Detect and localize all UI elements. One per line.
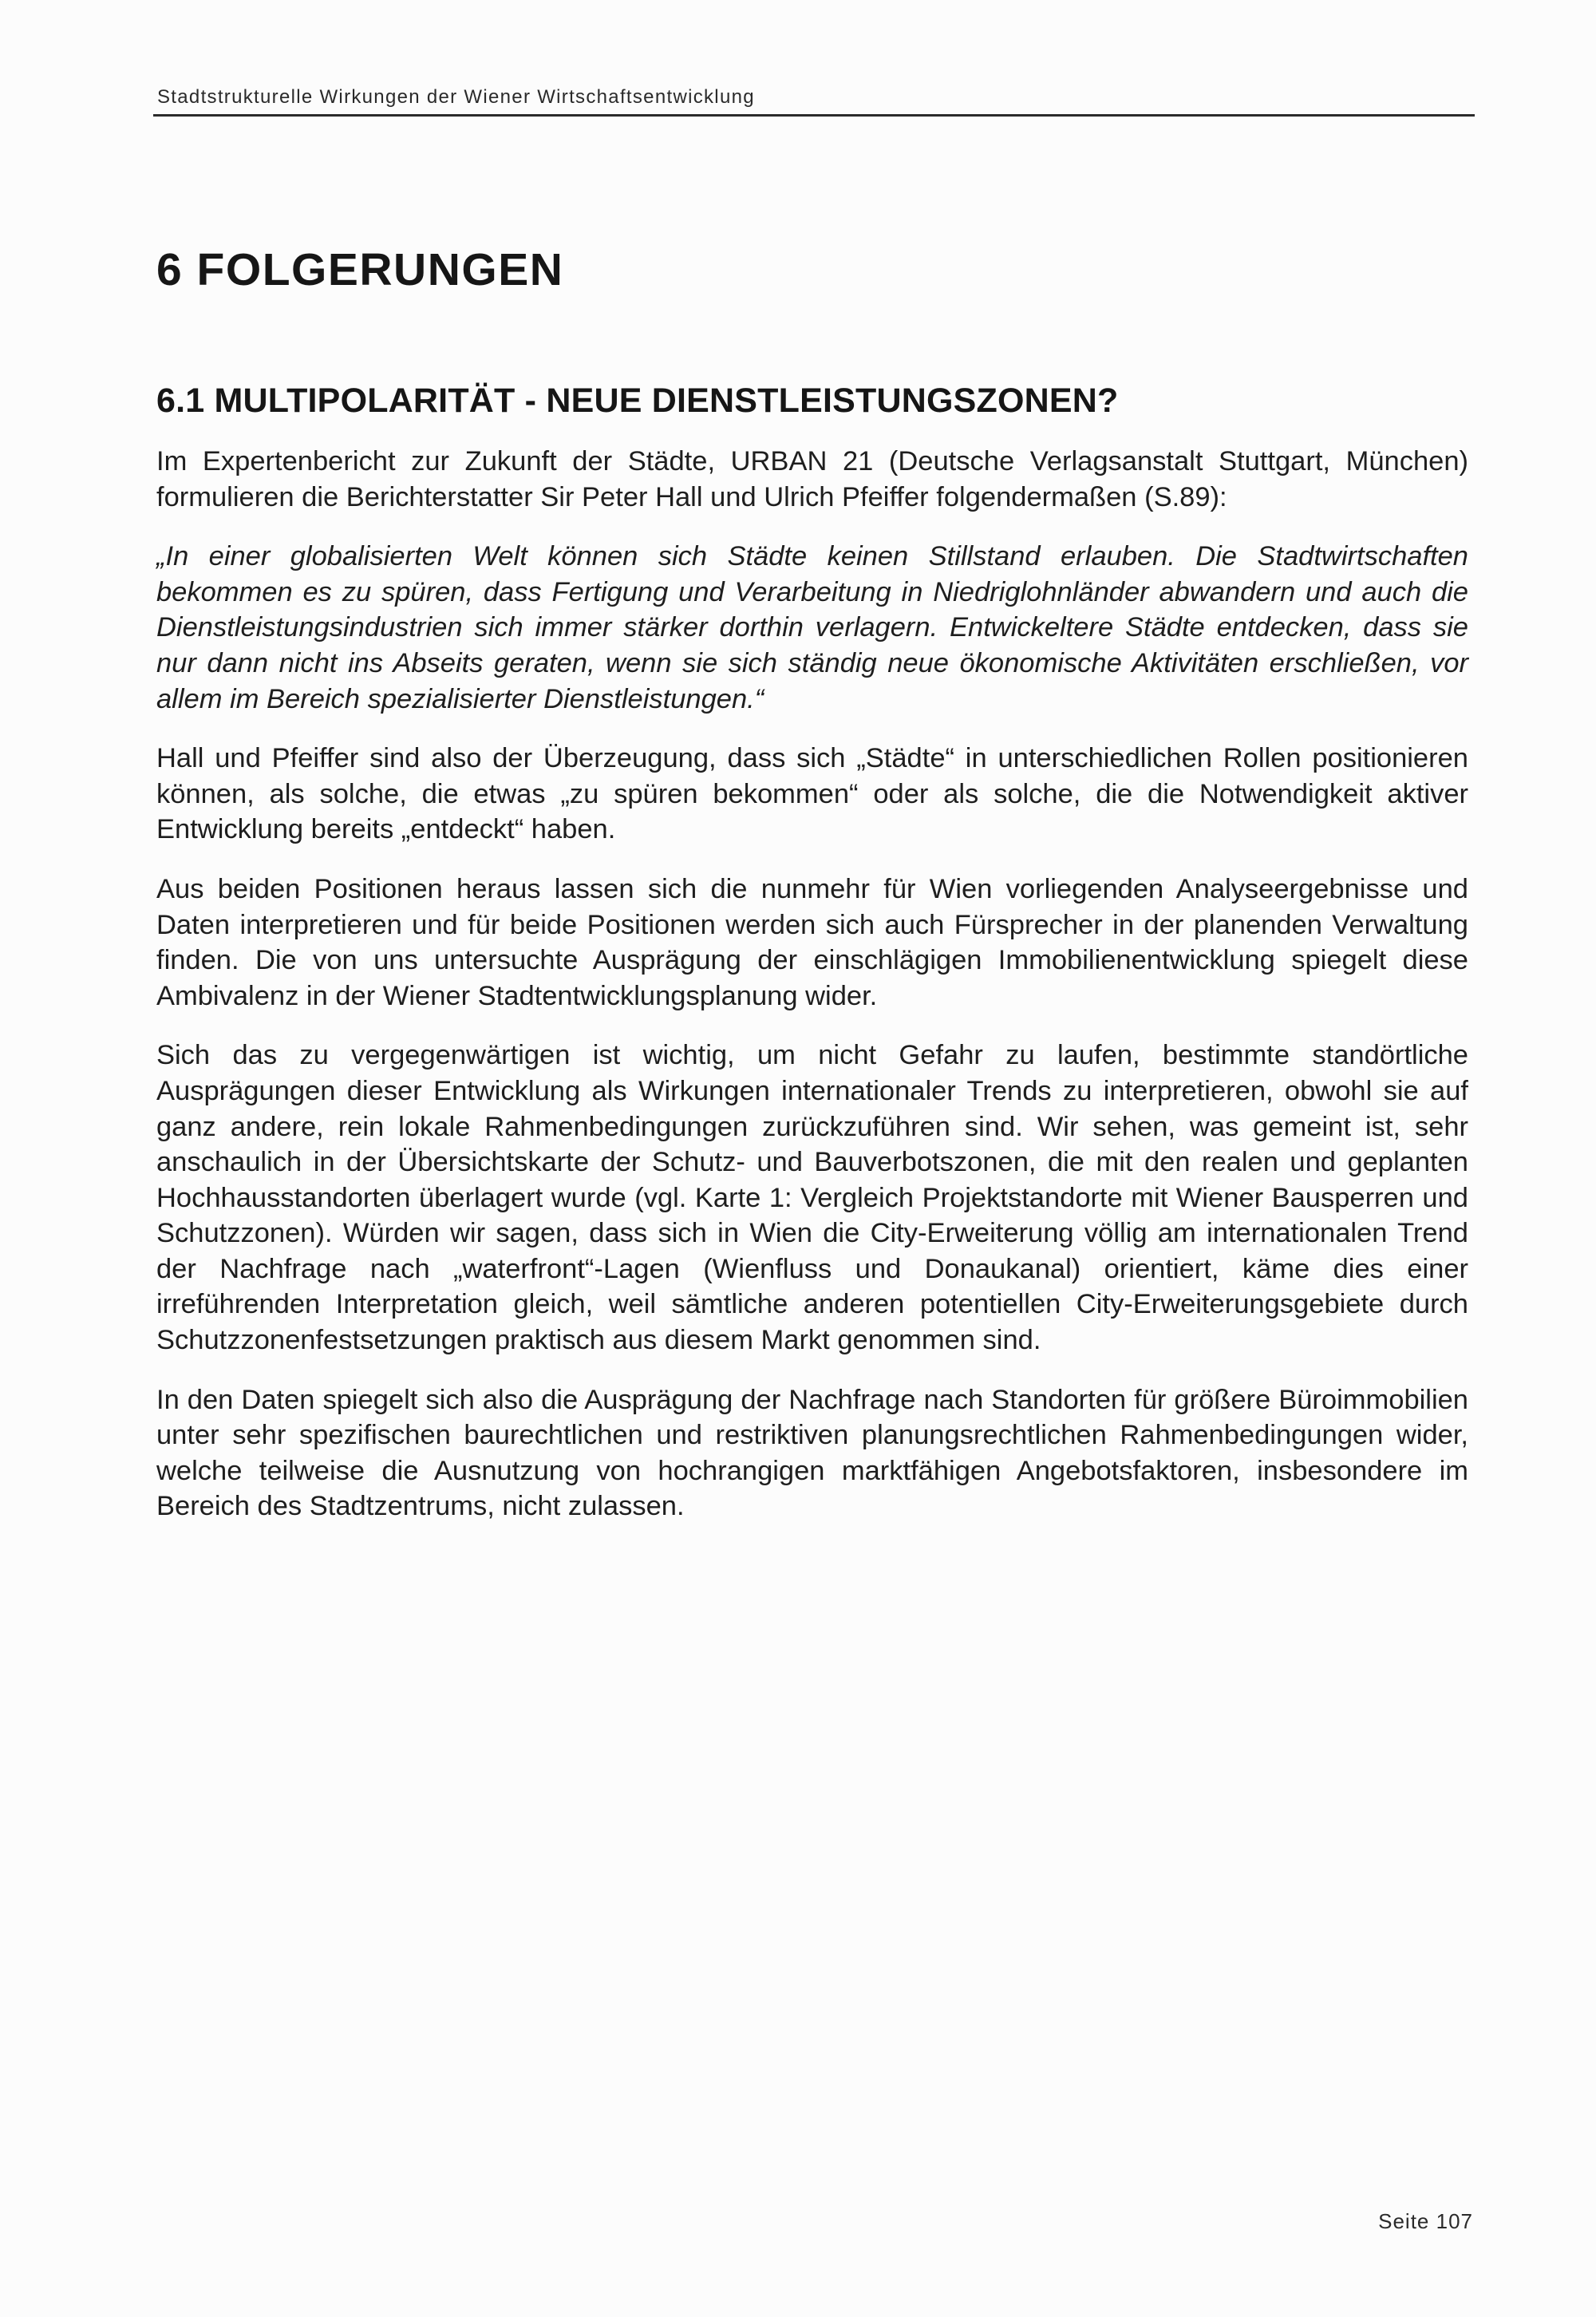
header-rule <box>153 114 1475 117</box>
paragraph-conclusion: In den Daten spiegelt sich also die Ausprägung der Nachfrage nach Standorten für größere Büroimmobilien unter sehr spezifischen baurechtlichen und restriktiven planungsrechtlichen Rahmenbedingungen wider, welche teilweise die Ausnutzung von hochrangigen marktfähigen Angebotsfaktoren, insbesondere im Bereich des Stadtzentrums, nicht zulassen. <box>156 1384 1468 1522</box>
paragraph-intro: Im Expertenbericht zur Zukunft der Städte, URBAN 21 (Deutsche Verlagsanstalt Stuttgart, München) formulieren die Berichterstatter Sir Peter Hall und Ulrich Pfeiffer folgendermaßen (S.89): <box>156 446 1468 512</box>
paragraph-roles: Hall und Pfeiffer sind also der Überzeugung, dass sich „Städte“ in unterschiedlichen Rollen positionieren können, als solche, die etwas „zu spüren bekommen“ oder als solche, die die Notwendigkeit aktiver Entwicklung bereits „entdeckt“ haben. <box>156 743 1468 845</box>
section-title: 6.1 MULTIPOLARITÄT - NEUE DIENSTLEISTUNGSZONEN? <box>156 382 1119 420</box>
chapter-title: 6 FOLGERUNGEN <box>156 244 564 295</box>
paragraph-quote: „In einer globalisierten Welt können sich Städte keinen Stillstand erlauben. Die Stadtwirtschaften bekommen es zu spüren, dass Fertigung und Verarbeitung in Niedriglohnländer abwandern und auch die Dienstleistungsindustrien sich immer stärker dorthin verlagern. Entwickeltere Städte entdecken, dass sie nur dann nicht ins Abseits geraten, wenn sie sich ständig neue ökonomische Aktivitäten erschließen, vor allem im Bereich spezialisierter Dienstleistungen.“ <box>156 541 1468 714</box>
paragraph-positions: Aus beiden Positionen heraus lassen sich die nunmehr für Wien vorliegenden Analyseergebnisse und Daten interpretieren und für beide Positionen werden sich auch Fürsprecher in der planenden Verwaltung finden. Die von uns untersuchte Ausprägung der einschlägigen Immobilienentwicklung spiegelt diese Ambivalenz in der Wiener Stadtentwicklungsplanung wider. <box>156 873 1468 1011</box>
page-number: Seite 107 <box>1378 2209 1473 2233</box>
paragraph-trends: Sich das zu vergegenwärtigen ist wichtig, um nicht Gefahr zu laufen, bestimmte standörtliche Ausprägungen dieser Entwicklung als Wirkungen internationaler Trends zu interpretieren, obwohl sie auf ganz andere, rein lokale Rahmenbedingungen zurückzuführen sind. Wir sehen, was gemeint ist, sehr anschaulich in der Übersichtskarte der Schutz- und Bauverbotszonen, die mit den realen und geplanten Hochhausstandorten überlagert wurde (vgl. Karte 1: Vergleich Projektstandorte mit Wiener Bausperren und Schutzzonen). Würden wir sagen, dass sich in Wien die City-Erweiterung völlig am internationalen Trend der Nachfrage nach „waterfront“-Lagen (Wienfluss und Donaukanal) orientiert, käme dies einer irreführenden Interpretation gleich, weil sämtliche anderen potentiellen City-Erweiterungsgebiete durch Schutzzonenfestsetzungen praktisch aus diesem Markt genommen sind. <box>156 1040 1468 1356</box>
running-header: Stadtstrukturelle Wirkungen der Wiener Wirtschaftsentwicklung <box>157 86 755 108</box>
main-content <box>156 378 1468 1548</box>
